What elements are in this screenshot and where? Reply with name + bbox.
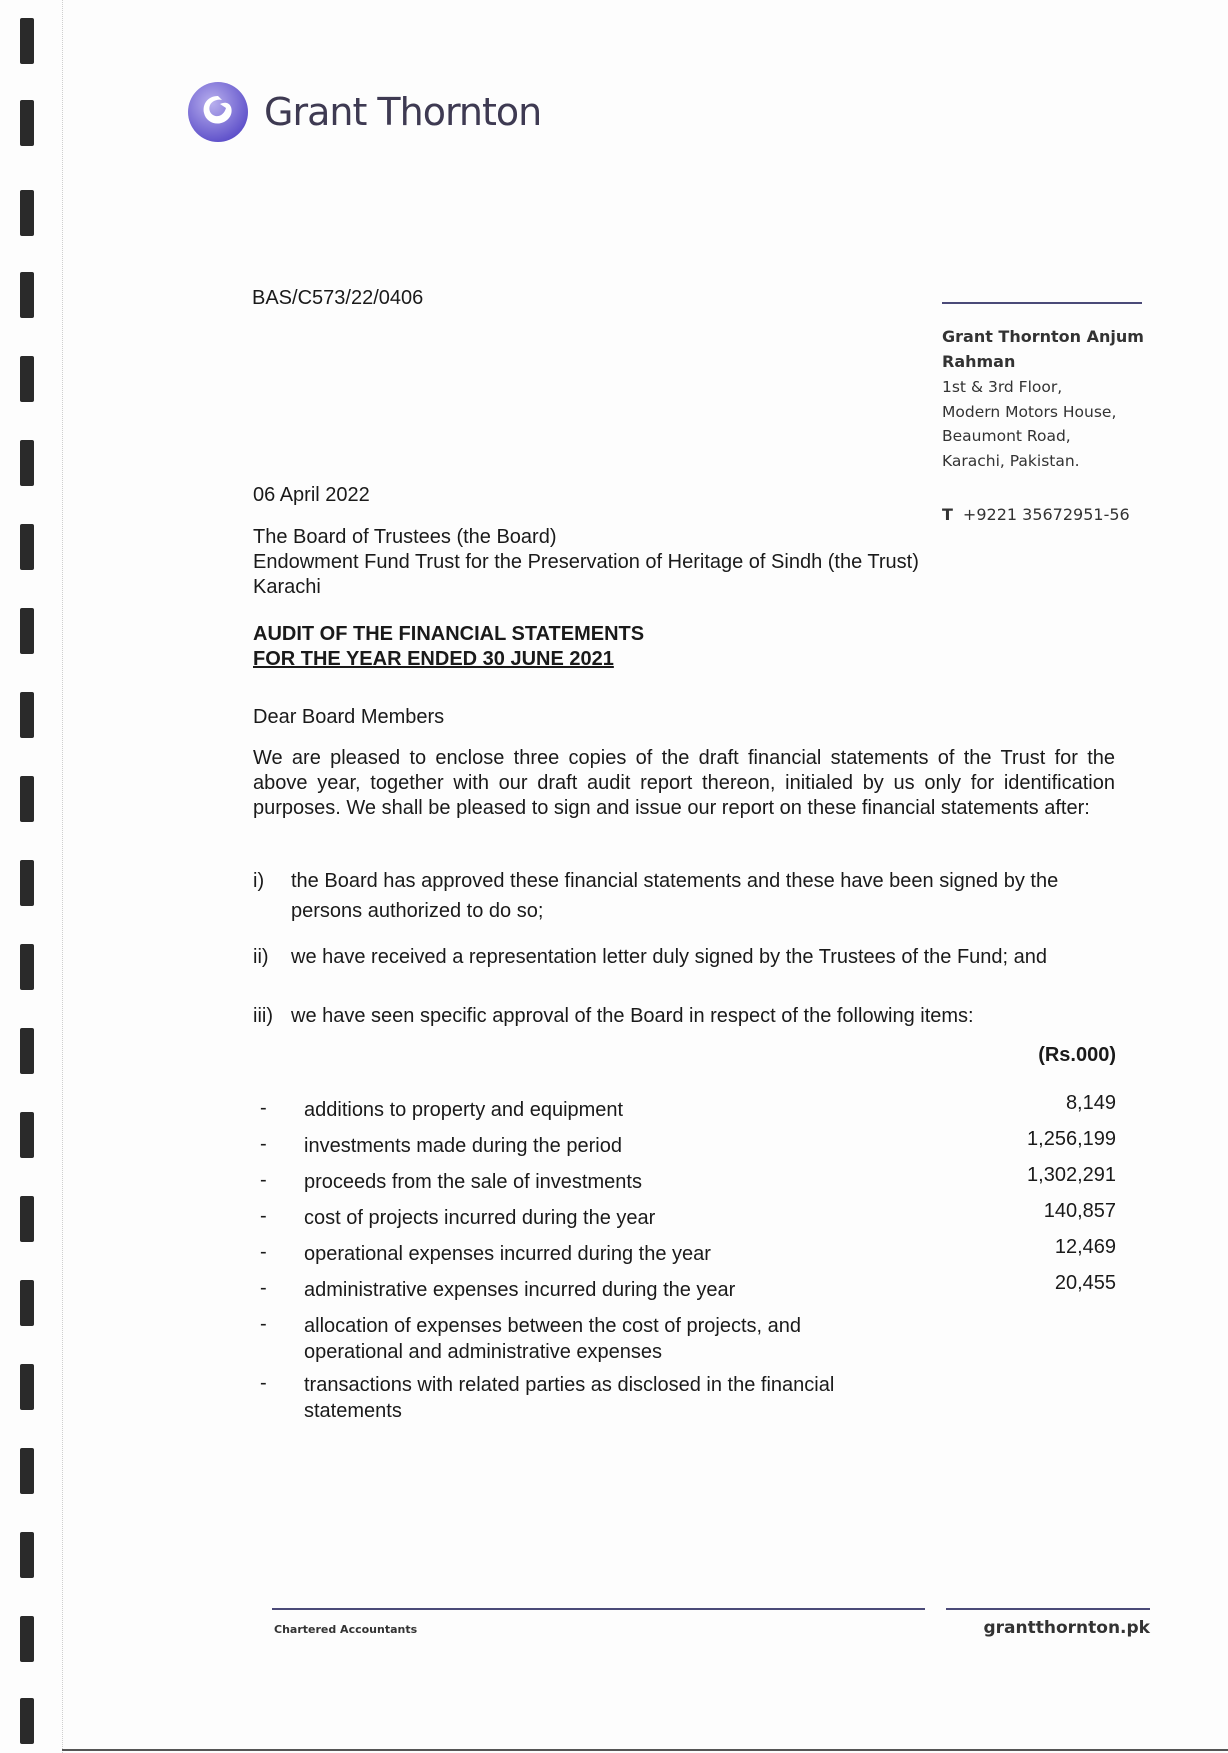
- binder-hole: [20, 692, 34, 738]
- item-dash: -: [260, 1205, 267, 1227]
- item-label: operational expenses incurred during the year: [304, 1243, 711, 1265]
- condition-text: we have seen specific approval of the Board in respect of the following items:: [291, 1005, 974, 1027]
- footer-rule: [946, 1608, 1150, 1610]
- telephone-label: T: [942, 505, 953, 524]
- heading-line-1: AUDIT OF THE FINANCIAL STATEMENTS: [253, 623, 645, 645]
- binder-hole: [20, 1280, 34, 1326]
- item-dash: -: [260, 1097, 267, 1119]
- item-label: additions to property and equipment: [304, 1099, 624, 1121]
- binder-hole: [20, 1616, 34, 1662]
- item-dash: -: [260, 1277, 267, 1299]
- item-dash: -: [260, 1313, 267, 1335]
- amount-unit-label: (Rs.000): [1038, 1044, 1116, 1066]
- condition-text: the Board has approved these financial statements and these have been signed by the persons authorized to do so;: [291, 870, 1059, 922]
- item-label: cost of projects incurred during the year: [304, 1207, 656, 1229]
- binder-hole: [20, 1028, 34, 1074]
- item-dash: -: [260, 1372, 267, 1394]
- reference-number: BAS/C573/22/0406: [252, 287, 424, 309]
- grant-thornton-logo-icon: [186, 80, 250, 144]
- binder-hole: [20, 1364, 34, 1410]
- item-label: proceeds from the sale of investments: [304, 1171, 642, 1193]
- salutation: Dear Board Members: [253, 706, 445, 728]
- item-label: investments made during the period: [304, 1135, 622, 1157]
- company-logo: [186, 80, 541, 144]
- heading-line-2: FOR THE YEAR ENDED 30 JUNE 2021: [253, 648, 614, 670]
- binder-hole: [20, 1698, 34, 1744]
- firm-name: Grant Thornton Anjum Rahman: [942, 327, 1144, 371]
- item-value: 8,149: [1065, 1092, 1116, 1114]
- binder-hole: [20, 440, 34, 486]
- binder-holes: [18, 0, 38, 1753]
- item-label: allocation of expenses between the cost of projects, and operational and administrative expenses: [304, 1315, 801, 1363]
- item-dash: -: [260, 1241, 267, 1263]
- binder-hole: [20, 190, 34, 236]
- binder-hole: [20, 1112, 34, 1158]
- telephone-number: +9221 35672951-56: [962, 505, 1130, 524]
- binder-hole: [20, 608, 34, 654]
- address-lines: [942, 375, 1116, 473]
- footer-website: grantthornton.pk: [983, 1618, 1150, 1638]
- page-bottom-edge: [62, 1749, 1228, 1751]
- item-label: transactions with related parties as disclosed in the financial statements: [304, 1374, 835, 1422]
- item-dash: -: [260, 1133, 267, 1155]
- item-value: 140,857: [1043, 1200, 1116, 1222]
- address-line: 1st & 3rd Floor,: [942, 378, 1063, 396]
- item-label: administrative expenses incurred during the year: [304, 1279, 736, 1301]
- recipient-line: Endowment Fund Trust for the Preservation of Heritage of Sindh (the Trust): [253, 551, 919, 573]
- item-value: 1,256,199: [1027, 1128, 1116, 1150]
- binder-hole: [20, 860, 34, 906]
- item-value: 20,455: [1054, 1272, 1116, 1294]
- binder-hole: [20, 272, 34, 318]
- footer-designation: Chartered Accountants: [274, 1623, 418, 1636]
- address-line: Karachi, Pakistan.: [942, 451, 1080, 470]
- condition-number: ii): [253, 946, 269, 968]
- binder-hole: [20, 356, 34, 402]
- recipient-line: Karachi: [253, 576, 321, 598]
- item-value: 12,469: [1054, 1236, 1116, 1258]
- binder-hole: [20, 944, 34, 990]
- address-line: Modern Motors House,: [942, 402, 1117, 421]
- intro-paragraph: We are pleased to enclose three copies of the draft financial statements of the Trust for the above year, together with our draft audit report thereon, initialed by us only for identification purposes. We shall be pleased to sign and issue our report on these financial statements after:: [253, 747, 1115, 819]
- letter-date: 06 April 2022: [253, 484, 370, 506]
- margin-dotted-line: [62, 0, 63, 1753]
- address-rule: [942, 302, 1142, 304]
- item-dash: -: [260, 1169, 267, 1191]
- condition-number: i): [253, 870, 265, 892]
- binder-hole: [20, 776, 34, 822]
- binder-hole: [20, 18, 34, 64]
- recipient-line: The Board of Trustees (the Board): [253, 526, 557, 548]
- binder-hole: [20, 524, 34, 570]
- binder-hole: [20, 100, 34, 146]
- condition-text: we have received a representation letter duly signed by the Trustees of the Fund; and: [291, 946, 1048, 968]
- recipient-block: [253, 525, 1117, 600]
- item-value: 1,302,291: [1027, 1164, 1116, 1186]
- footer-rule: [272, 1608, 925, 1610]
- binder-hole: [20, 1532, 34, 1578]
- binder-hole: [20, 1448, 34, 1494]
- address-line: Beaumont Road,: [942, 427, 1071, 445]
- binder-hole: [20, 1196, 34, 1242]
- condition-number: iii): [253, 1005, 273, 1027]
- letter-heading: [253, 622, 1117, 672]
- brand-name: Grant Thornton: [264, 90, 542, 134]
